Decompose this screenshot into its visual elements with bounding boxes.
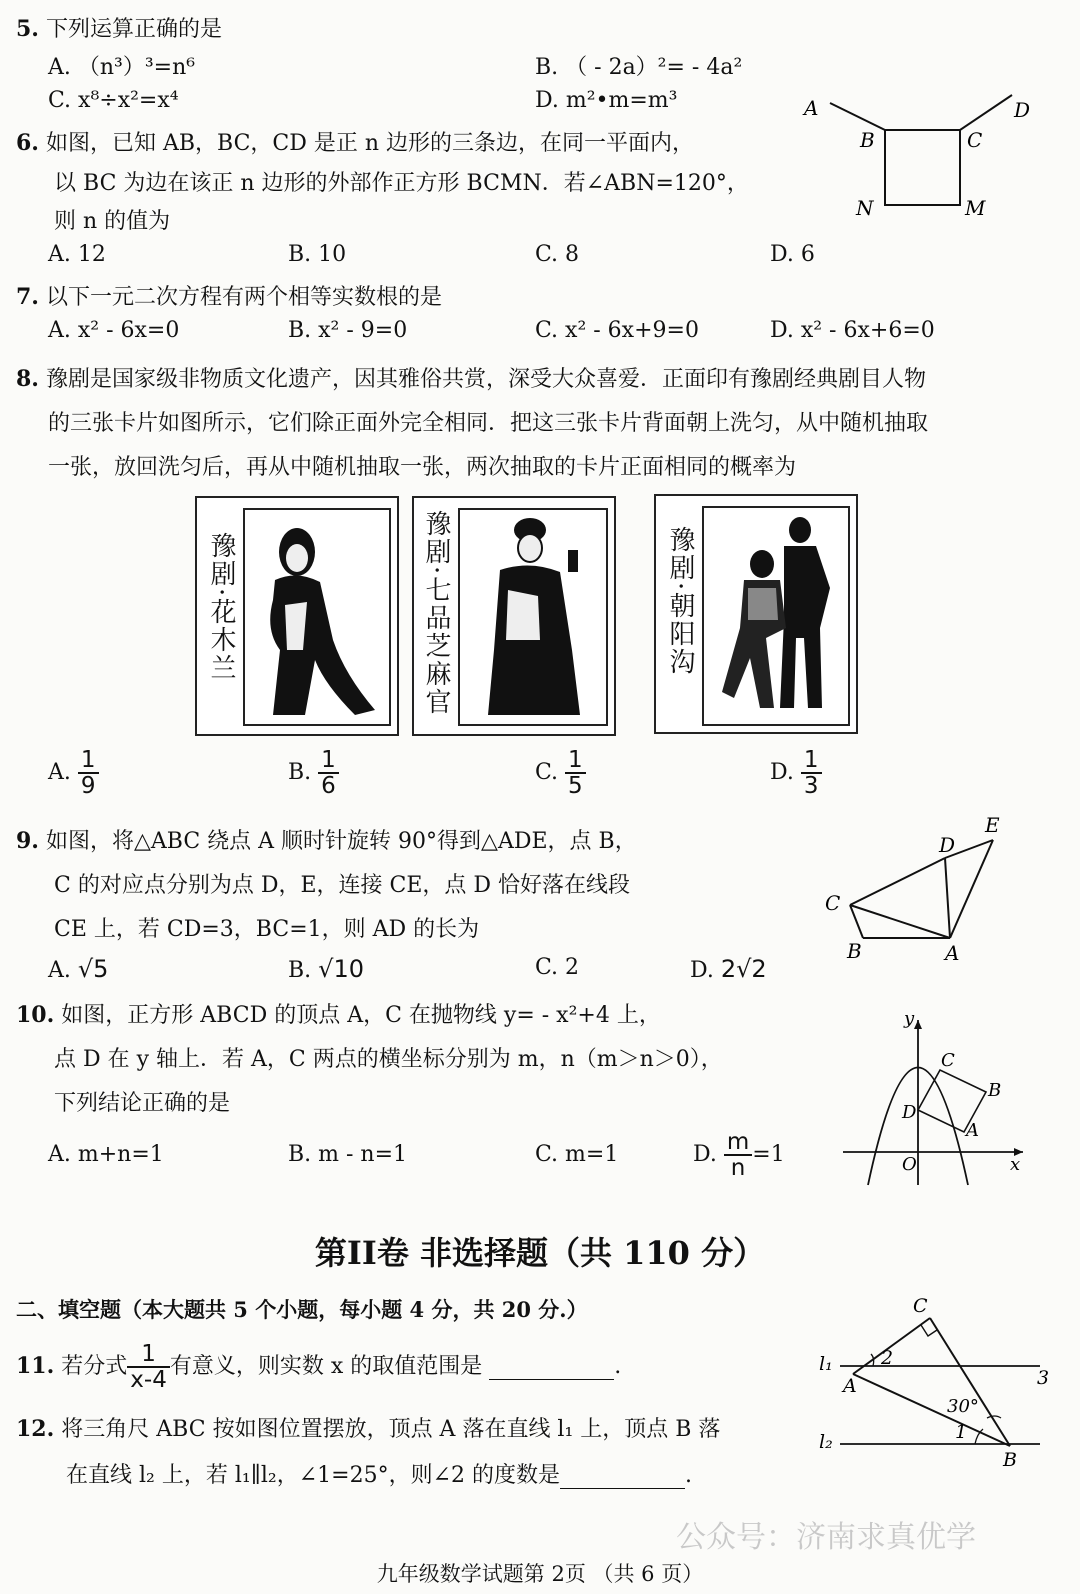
q10-label-y: y — [904, 1010, 915, 1029]
q9-option-a[interactable] — [48, 955, 108, 983]
q6-option-b[interactable]: B. 10 — [288, 242, 347, 267]
q6-figure — [790, 85, 1050, 230]
q8-option-d[interactable] — [770, 748, 822, 798]
q9-label-e: E — [985, 813, 1000, 837]
q6-line2: 以 BC 为边在该正 n 边形的外部作正方形 BCMN．若∠ABN=120°， — [54, 171, 749, 196]
q8-line1-text: 豫剧是国家级非物质文化遗产，因其雅俗共赏，深受大众喜爱．正面印有豫剧经典剧目人物 — [45, 367, 926, 392]
q9-option-c[interactable] — [535, 955, 579, 980]
q6-label-d: D — [1014, 98, 1031, 122]
q9-option-c-value: 2 — [565, 955, 580, 980]
q9-number: 9. — [16, 828, 39, 854]
q10-label-a: A — [966, 1120, 979, 1141]
q12-line2 — [66, 1458, 692, 1489]
q8-option-b-fraction — [318, 748, 339, 798]
q5-number: 5. — [16, 16, 39, 42]
q9-option-a-value: √5 — [77, 955, 109, 983]
q10-option-d[interactable] — [693, 1130, 785, 1180]
opera-figure-3-image — [704, 508, 848, 724]
q7-option-a[interactable]: A. x² - 6x=0 — [48, 318, 180, 343]
q6-label-c: C — [967, 128, 983, 152]
q11-post: 有意义，则实数 x 的取值范围是 — [169, 1354, 483, 1380]
q8-option-b[interactable] — [288, 748, 339, 798]
q5-option-a[interactable]: A. （n³）³=n⁶ — [48, 55, 196, 80]
q10-line1 — [16, 998, 661, 1029]
q9-line3: CE 上，若 CD=3，BC=1，则 AD 的长为 — [54, 917, 480, 942]
q12-label-b: B — [1003, 1449, 1017, 1471]
opera-figure-1-image — [245, 510, 389, 724]
section-title: 第II卷 非选择题（共 110 分） — [314, 1234, 766, 1272]
q9-option-b[interactable] — [288, 955, 364, 983]
q10-label-o: O — [902, 1154, 917, 1175]
q12-label-c: C — [913, 1296, 928, 1317]
q11-fraction — [127, 1342, 170, 1392]
q5-stem — [16, 12, 222, 43]
q10-line3: 下列结论正确的是 — [54, 1091, 231, 1116]
q9-line1-text: 如图，将△ABC 绕点 A 顺时针旋转 90°得到△ADE，点 B， — [45, 829, 637, 854]
q8-option-a-fraction — [78, 748, 99, 798]
q12-answer-blank[interactable] — [560, 1463, 685, 1489]
q12-figure — [815, 1296, 1055, 1471]
q10-label-c: C — [941, 1050, 955, 1071]
q12-label-a: A — [843, 1375, 857, 1397]
opera-figure-2-image — [460, 510, 606, 724]
q10-option-b[interactable]: B. m - n=1 — [288, 1142, 408, 1167]
q8-line1 — [16, 362, 926, 393]
q9-label-b: B — [847, 939, 862, 963]
q9-option-b-letter: B. — [288, 958, 312, 983]
q8-option-a-denominator: 9 — [80, 773, 96, 800]
q8-card-2 — [412, 496, 616, 736]
q10-option-d-letter: D. — [693, 1142, 717, 1168]
q8-option-d-fraction — [801, 748, 822, 798]
q6-label-m: M — [965, 196, 986, 220]
q10-figure — [838, 1010, 1038, 1190]
q11-pre: 若分式 — [61, 1354, 128, 1380]
part-two-heading: 二、填空题（本大题共 5 个小题，每小题 4 分，共 20 分.） — [16, 1297, 588, 1322]
q9-label-c: C — [825, 891, 841, 915]
q10-option-d-rhs: =1 — [752, 1142, 785, 1168]
q6-label-a: A — [804, 96, 819, 120]
q9-option-d-value: 2√2 — [720, 955, 767, 983]
q11-answer-blank[interactable] — [489, 1354, 614, 1380]
q8-option-b-letter: B. — [288, 760, 312, 786]
q12-number: 12. — [16, 1416, 55, 1442]
q6-line1 — [16, 126, 694, 157]
q7-option-c[interactable]: C. x² - 6x+9=0 — [535, 318, 699, 343]
q10-option-a[interactable]: A. m+n=1 — [48, 1142, 164, 1167]
q9-label-d: D — [939, 833, 956, 857]
q8-line3: 一张，放回洗匀后，再从中随机抽取一张，两次抽取的卡片正面相同的概率为 — [48, 455, 797, 480]
q8-option-b-numerator: 1 — [318, 748, 339, 774]
q9-option-a-letter: A. — [48, 958, 71, 983]
q10-option-d-numerator: m — [724, 1130, 752, 1156]
q6-line3: 则 n 的值为 — [54, 209, 171, 234]
q12-label-angle-1: 1 — [955, 1421, 968, 1443]
q6-label-n: N — [856, 196, 874, 220]
q5-option-c[interactable]: C. x⁸÷x²=x⁴ — [48, 88, 179, 113]
q8-card-2-caption: 豫剧·七品芝麻官 — [421, 510, 451, 717]
q8-option-c-fraction — [565, 748, 586, 798]
q9-line1 — [16, 824, 637, 855]
q5-stem-text: 下列运算正确的是 — [45, 17, 222, 42]
q12-line1 — [16, 1412, 720, 1443]
q8-option-d-letter: D. — [770, 760, 794, 786]
q10-option-c[interactable]: C. m=1 — [535, 1142, 619, 1167]
q10-option-d-fraction — [724, 1130, 752, 1180]
q9-option-c-letter: C. — [535, 955, 559, 980]
q12-line1-text: 将三角尺 ABC 按如图位置摆放，顶点 A 落在直线 l₁ 上，顶点 B 落 — [61, 1417, 721, 1442]
q8-card-3-caption: 豫剧·朝阳沟 — [665, 526, 695, 677]
q8-card-1 — [195, 496, 399, 736]
q11-numerator: 1 — [127, 1342, 170, 1368]
q7-stem — [16, 280, 442, 311]
q10-option-d-denominator: n — [730, 1155, 746, 1182]
q8-option-a-numerator: 1 — [78, 748, 99, 774]
q12-label-angle-3: 3 — [1037, 1367, 1050, 1389]
q12-line2-text: 在直线 l₂ 上，若 l₁∥l₂，∠1=25°，则∠2 的度数是 — [66, 1463, 560, 1488]
q6-label-b: B — [860, 128, 875, 152]
q9-line2: C 的对应点分别为点 D，E，连接 CE，点 D 恰好落在线段 — [54, 873, 631, 898]
q6-option-a[interactable]: A. 12 — [48, 242, 106, 267]
q8-option-a-letter: A. — [48, 760, 71, 786]
q8-number: 8. — [16, 366, 39, 392]
q8-option-d-denominator: 3 — [803, 773, 819, 800]
q9-option-d-letter: D. — [690, 958, 714, 983]
q12-end: . — [685, 1463, 692, 1488]
q12-label-30-degrees: 30° — [947, 1396, 979, 1417]
q6-line1-text: 如图，已知 AB，BC，CD 是正 n 边形的三条边，在同一平面内， — [45, 131, 695, 156]
q8-option-c[interactable] — [535, 748, 586, 798]
q9-figure — [815, 810, 1040, 970]
q11-end: . — [614, 1354, 622, 1380]
q12-label-angle-2: 2 — [881, 1347, 894, 1369]
q7-option-d[interactable]: D. x² - 6x+6=0 — [770, 318, 935, 343]
q8-card-1-caption: 豫剧·花木兰 — [206, 532, 236, 683]
q9-option-b-value: √10 — [318, 955, 365, 983]
q10-line1-text: 如图，正方形 ABCD 的顶点 A，C 在抛物线 y= - x²+4 上， — [61, 1003, 661, 1028]
q9-option-d[interactable] — [690, 955, 767, 983]
q8-option-b-denominator: 6 — [321, 773, 336, 800]
q12-label-l1: l₁ — [819, 1353, 833, 1375]
q8-option-a[interactable] — [48, 748, 99, 798]
q6-option-d[interactable]: D. 6 — [770, 242, 815, 267]
watermark: 公众号：济南求真优学 — [676, 1520, 976, 1555]
q7-number: 7. — [16, 284, 39, 310]
q10-number: 10. — [16, 1002, 55, 1028]
q12-label-l2: l₂ — [819, 1431, 833, 1453]
q6-option-c[interactable]: C. 8 — [535, 242, 580, 267]
q8-card-3 — [654, 494, 858, 734]
page-footer: 九年级数学试题第 2页 （共 6 页） — [376, 1562, 704, 1586]
q11-number: 11. — [16, 1353, 55, 1380]
q9-label-a: A — [945, 941, 960, 965]
q10-line2: 点 D 在 y 轴上．若 A，C 两点的横坐标分别为 m，n（m＞n＞0）， — [54, 1047, 723, 1072]
q10-label-d: D — [902, 1102, 917, 1123]
q8-option-c-denominator: 5 — [568, 773, 583, 800]
q11-denominator: x-4 — [130, 1367, 167, 1394]
q5-option-b[interactable]: B. （ - 2a）²= - 4a² — [535, 55, 743, 80]
q8-line2: 的三张卡片如图所示，它们除正面外完全相同．把这三张卡片背面朝上洗匀，从中随机抽取 — [48, 411, 929, 436]
q10-label-x: x — [1010, 1154, 1021, 1175]
q7-option-b[interactable]: B. x² - 9=0 — [288, 318, 408, 343]
q5-option-d[interactable]: D. m²•m=m³ — [535, 88, 678, 113]
q10-label-b: B — [988, 1080, 1002, 1101]
q8-option-c-numerator: 1 — [565, 748, 586, 774]
q11-stem — [16, 1342, 621, 1392]
q8-option-d-numerator: 1 — [801, 748, 822, 774]
q6-number: 6. — [16, 130, 39, 156]
q7-stem-text: 以下一元二次方程有两个相等实数根的是 — [45, 285, 442, 310]
q8-option-c-letter: C. — [535, 760, 559, 786]
